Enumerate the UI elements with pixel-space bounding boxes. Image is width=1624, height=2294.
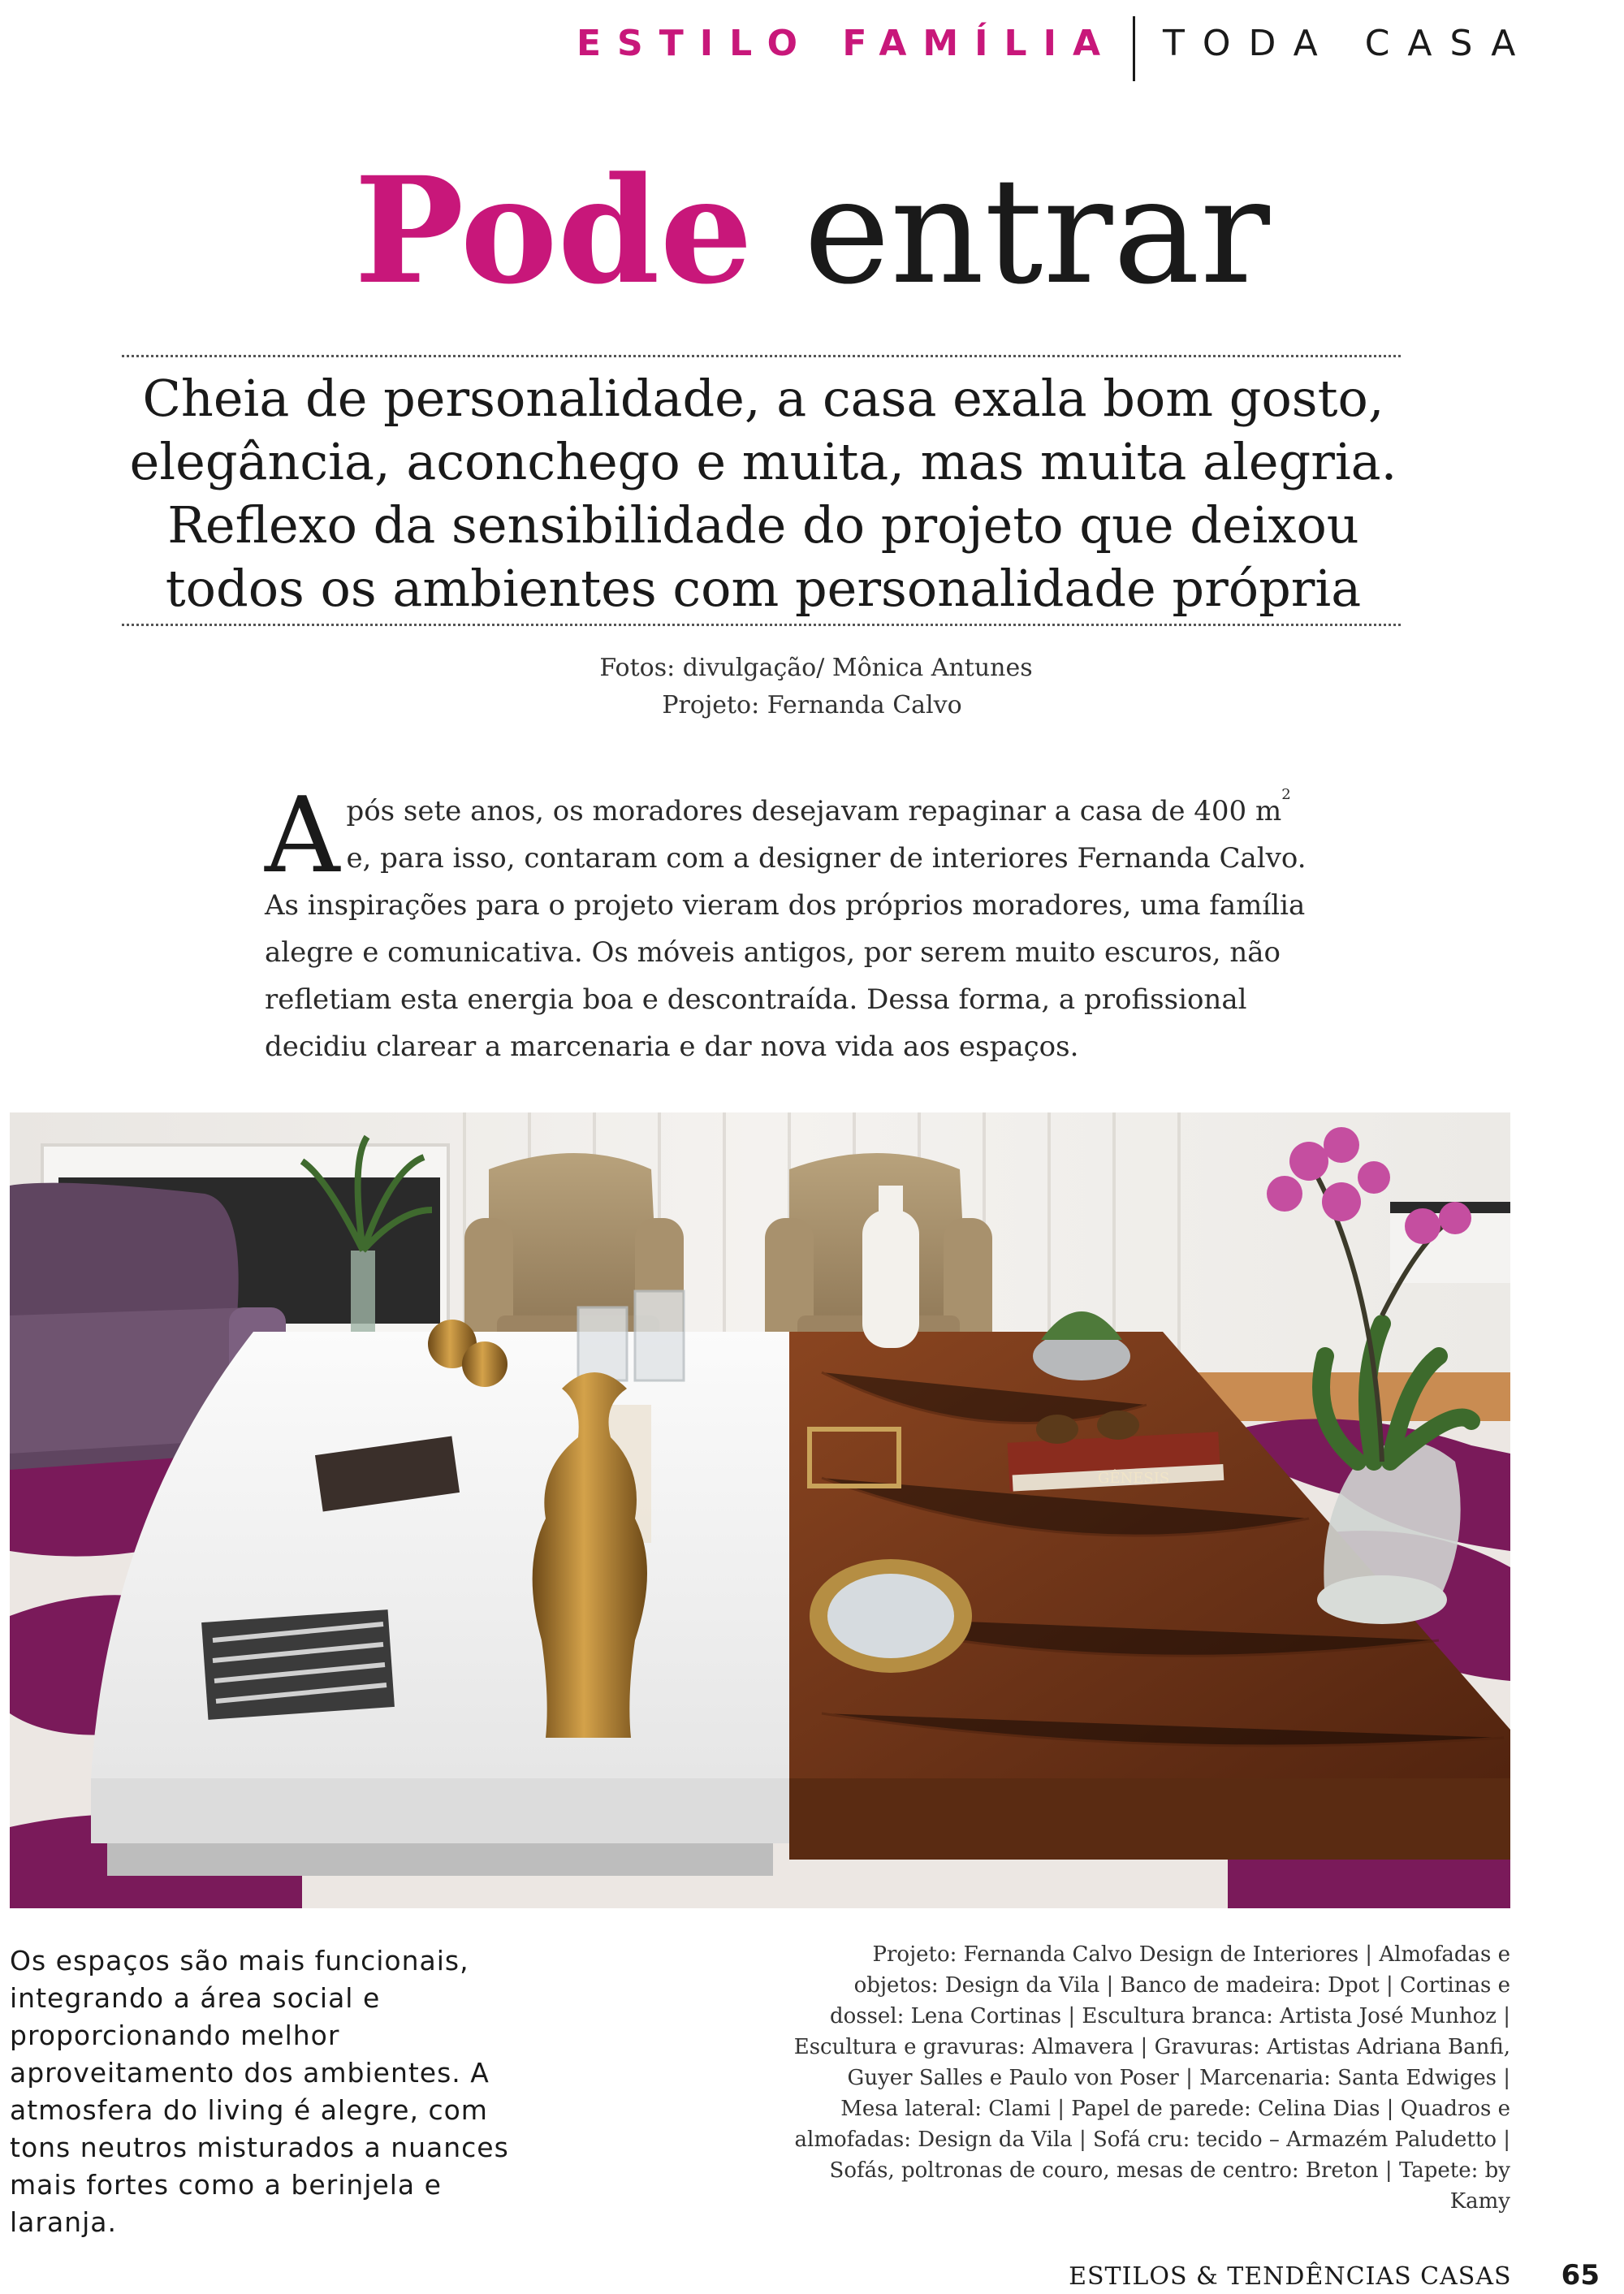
photo-caption: Os espaços são mais funcionais, integrando a área social e proporcionando melhor aproveitamento dos ambientes. A atmosfera do living é alegre, com tons neutros misturados a nuances mais fortes como a berinjela e laranja. [10,1945,509,2238]
title-rest: entrar [803,147,1270,317]
striped-box [201,1609,395,1720]
section-brand: ESTILO FAMÍLIA [577,23,1116,64]
section-divider [1133,16,1135,81]
drop-cap: A [265,775,340,896]
section-name: TODA CASA [1163,23,1534,64]
article-subtitle: Cheia de personalidade, a casa exala bom gosto, elegância, aconchego e muita, mas muita alegria. Reflexo da sensibilidade do projeto que deixou todos os ambientes com personalidade própria [129,369,1397,618]
book-title: GÊNESIS [1098,1470,1170,1487]
living-room-photo [10,1112,1510,1908]
page-footer [1069,2259,1600,2292]
section-header [552,16,1624,81]
intro-text-part-2: e, para isso, contaram com a designer de interiores Fernanda Calvo. As inspirações para o projeto vieram dos próprios moradores, uma família alegre e comunicativa. Os móveis antigos, por serem muito escuros, não refletiam esta energia boa e descontraída. Dessa forma, a profissional decidiu clarear a marcenaria e dar nova vida aos espaços. [265,842,1307,1063]
title-accent-word: Pode [354,145,754,317]
article-title [0,145,1624,317]
intro-text-part-1: pós sete anos, os moradores desejavam repaginar a casa de 400 m [346,795,1282,827]
project-credit: Projeto: Fernanda Calvo [662,691,962,719]
subtitle-bottom-rule [122,624,1401,626]
photo-credit: Fotos: divulgação/ Mônica Antunes [599,654,1033,682]
publication-name: ESTILOS & TENDÊNCIAS CASAS [1069,2262,1512,2291]
page-number: 65 [1561,2259,1600,2292]
subtitle-top-rule [122,355,1401,357]
credits [0,650,1624,724]
superscript-2: 2 [1281,786,1291,803]
ornate-mirror [810,1559,972,1673]
project-credits-list: Projeto: Fernanda Calvo Design de Interiores | Almofadas e objetos: Design da Vila | Banco de madeira: Dpot | Cortinas e dossel: Lena Cortinas | Escultura branca: Artista José Munhoz | Escultura e gravuras: Almavera | Gravuras: Artistas Adriana Banfi, Guyer Salles e Paulo von Poser | Marcenaria: Santa Edwiges | Mesa lateral: Clami | Papel de parede: Celina Dias | Quadros e almofadas: Design da Vila | Sofá cru: tecido – Armazém Paludetto | Sofás, poltronas de couro, mesas de centro: Breton | Tapete: by Kamy [793,1942,1510,2214]
intro-paragraph [265,775,1320,1070]
living-room-illustration [10,1112,1510,1908]
